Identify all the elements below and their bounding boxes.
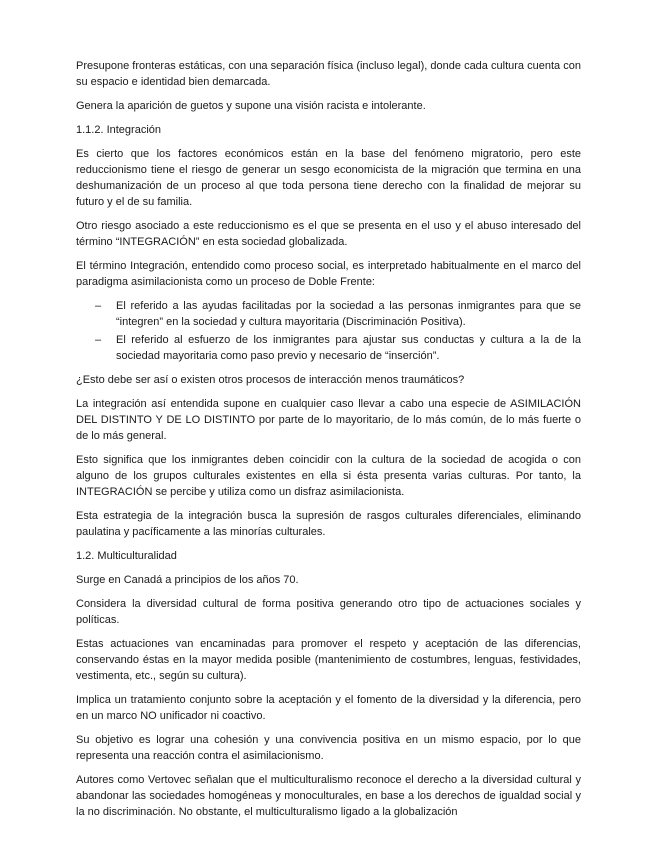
list-item (76, 332, 581, 364)
section-heading-multiculturalidad: 1.2. Multiculturalidad (76, 550, 177, 562)
paragraph: El término Integración, entendido como proceso social, es interpretado habitualmente en el marco del paradigma asimilacionista como un proceso de Doble Frente: (76, 260, 581, 288)
list-item (76, 298, 581, 330)
dash-bullet-icon: – (95, 300, 102, 312)
paragraph: Es cierto que los factores económicos están en la base del fenómeno migratorio, pero este reduccionismo tiene el riesgo de generar un sesgo economicista de la migración que termina en una deshumanización de un proceso al que toda persona tiene derecho con la finalidad de mejorar su futuro y el de su familia. (76, 148, 581, 208)
paragraph: Su objetivo es lograr una cohesión y una convivencia positiva en un mismo espacio, por lo que representa una reacción contra el asimilacionismo. (76, 734, 581, 762)
paragraph: Presupone fronteras estáticas, con una separación física (incluso legal), donde cada cultura cuenta con su espacio e identidad bien demarcada. (76, 60, 581, 88)
paragraph: ¿Esto debe ser así o existen otros procesos de interacción menos traumáticos? (76, 374, 465, 386)
paragraph: Estas actuaciones van encaminadas para promover el respeto y aceptación de las diferencias, conservando éstas en la mayor medida posible (mantenimiento de costumbres, lenguas, festividades, vestimenta, etc., según su cultura). (76, 638, 581, 682)
paragraph: Implica un tratamiento conjunto sobre la aceptación y el fomento de la diversidad y la diferencia, pero en un marco NO unificador ni coactivo. (76, 694, 581, 722)
paragraph: Autores como Vertovec señalan que el multiculturalismo reconoce el derecho a la diversidad cultural y abandonar las sociedades homogéneas y monoculturales, en base a los derechos de igualdad social y la no discriminación. No obstante, el multiculturalismo ligado a la globalización (76, 774, 581, 818)
paragraph: Considera la diversidad cultural de forma positiva generando otro tipo de actuaciones sociales y políticas. (76, 598, 581, 626)
document-page (76, 58, 581, 828)
section-heading-integracion: 1.1.2. Integración (76, 124, 162, 136)
paragraph: Genera la aparición de guetos y supone una visión racista e intolerante. (76, 100, 426, 112)
paragraph: Esta estrategia de la integración busca la supresión de rasgos culturales diferenciales, eliminando paulatina y pacíficamente a las minorías culturales. (76, 510, 581, 538)
dash-bullet-icon: – (95, 334, 102, 346)
list-item-text: El referido a las ayudas facilitadas por la sociedad a las personas inmigrantes para que se “integren” en la sociedad y cultura mayoritaria (Discriminación Positiva). (116, 300, 581, 328)
paragraph: La integración así entendida supone en cualquier caso llevar a cabo una especie de ASIMILACIÓN DEL DISTINTO Y DE LO DISTINTO por parte de lo mayoritario, de lo más común, de lo más fuerte o de lo más general. (76, 398, 581, 442)
bullet-list (76, 298, 581, 364)
paragraph: Esto significa que los inmigrantes deben coincidir con la cultura de la sociedad de acogida o con alguno de los grupos culturales existentes en ella si ésta presenta varias culturas. Por tanto, la INTEGRACIÓN se percibe y utiliza como un disfraz asimilacionista. (76, 454, 581, 498)
paragraph: Surge en Canadá a principios de los años 70. (76, 574, 299, 586)
paragraph: Otro riesgo asociado a este reduccionismo es el que se presenta en el uso y el abuso interesado del término “INTEGRACIÓN” en esta sociedad globalizada. (76, 220, 581, 248)
list-item-text: El referido al esfuerzo de los inmigrantes para ajustar sus conductas y cultura a la de la sociedad mayoritaria como paso previo y necesario de “inserción”. (116, 334, 581, 362)
